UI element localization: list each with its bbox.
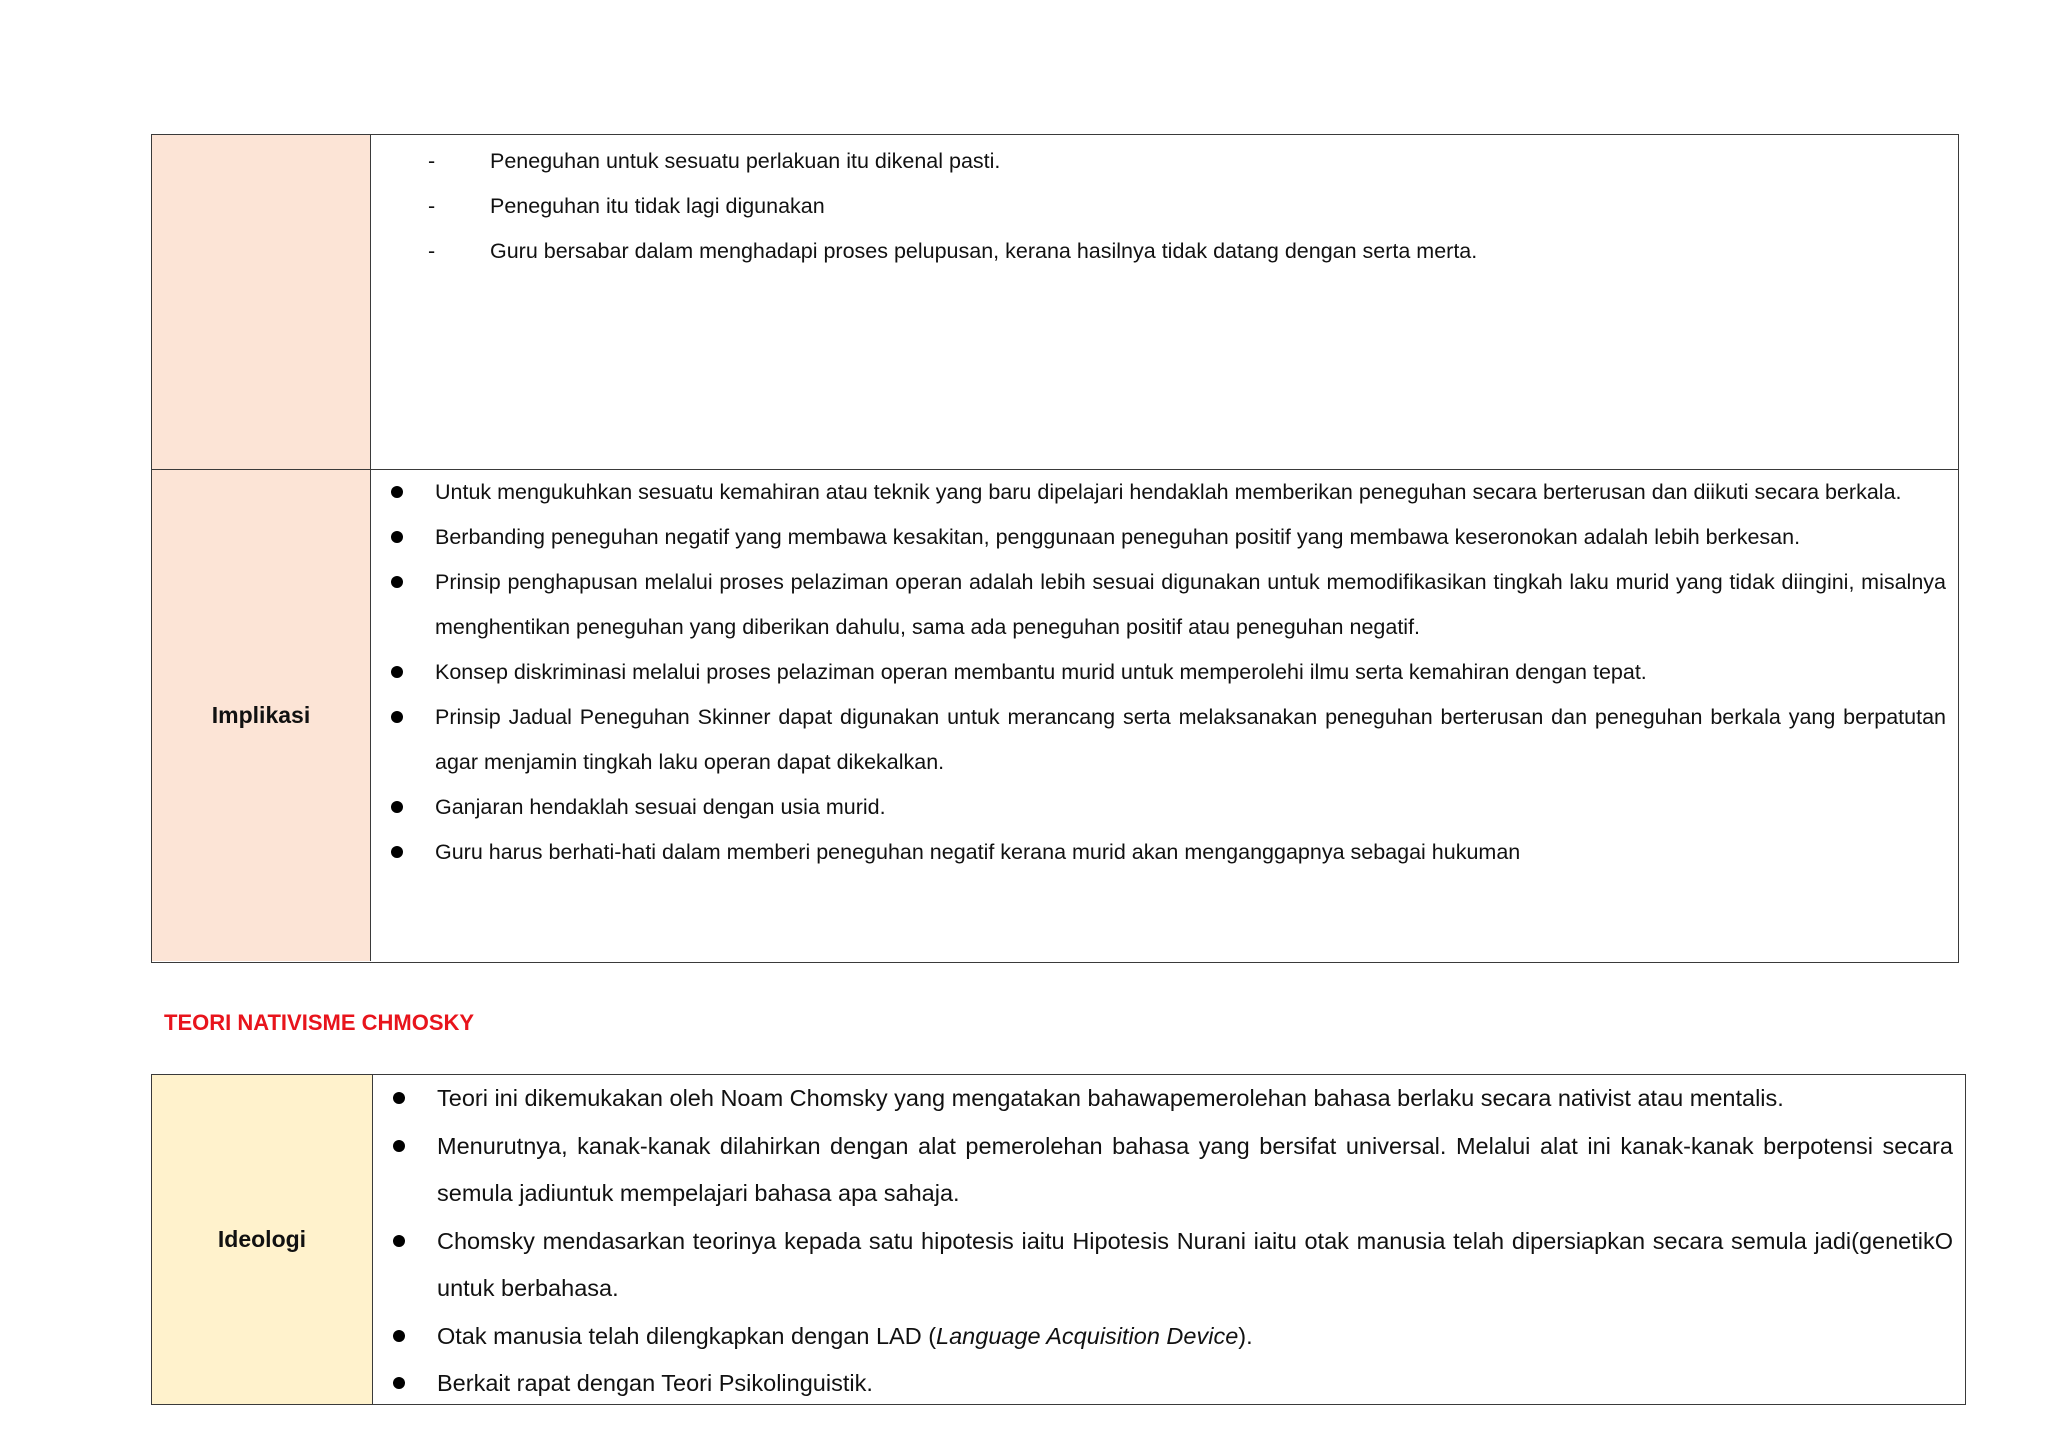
table-ideologi [151, 1074, 1966, 1405]
table-implikasi [151, 134, 1959, 963]
bullet-icon [385, 830, 435, 875]
table-row [152, 135, 1958, 470]
bullet-icon [385, 470, 435, 515]
row-label-ideologi: Ideologi [152, 1075, 373, 1404]
list-item: Menurutnya, kanak-kanak dilahirkan dengan alat pemerolehan bahasa yang bersifat universal. Melalui alat ini kanak-kanak berpotensi secara semula jadiuntuk mempelajari bahasa apa sahaja. [387, 1123, 1953, 1218]
bullet-icon [385, 560, 435, 650]
bullet-icon [387, 1123, 437, 1218]
dash-marker: - [428, 239, 436, 263]
dash-marker: - [428, 149, 436, 173]
bullet-icon [387, 1218, 437, 1313]
table-row [152, 470, 1958, 961]
list-item: Guru harus berhati-hati dalam memberi peneguhan negatif kerana murid akan menganggapnya sebagai hukuman [385, 830, 1946, 875]
list-item: Prinsip penghapusan melalui proses pelaziman operan adalah lebih sesuai digunakan untuk memodifikasikan tingkah laku murid yang tidak diingini, misalnya menghentikan peneguhan yang diberikan dahulu, sama ada peneguhan positif atau peneguhan negatif. [385, 560, 1946, 650]
bullet-icon [387, 1075, 437, 1123]
bullet-icon [385, 695, 435, 785]
list-item: Untuk mengukuhkan sesuatu kemahiran atau teknik yang baru dipelajari hendaklah memberikan peneguhan secara berterusan dan diikuti secara berkala. [385, 470, 1946, 515]
bullet-icon [385, 785, 435, 830]
row-content-cell [371, 470, 1958, 961]
bullet-icon [387, 1313, 437, 1361]
section-title: TEORI NATIVISME CHMOSKY [164, 1010, 475, 1035]
bullet-icon [387, 1360, 437, 1408]
row-label-implikasi: Implikasi [152, 470, 371, 961]
list-item: Berkait rapat dengan Teori Psikolinguistik. [387, 1360, 1953, 1408]
row-content-cell [371, 135, 1958, 469]
list-item: Konsep diskriminasi melalui proses pelaziman operan membantu murid untuk memperolehi ilmu serta kemahiran dengan tepat. [385, 650, 1946, 695]
dash-list [428, 139, 1938, 274]
list-item: - Peneguhan untuk sesuatu perlakuan itu dikenal pasti. [428, 139, 1938, 184]
list-item: Berbanding peneguhan negatif yang membawa kesakitan, penggunaan peneguhan positif yang membawa keseronokan adalah lebih berkesan. [385, 515, 1946, 560]
row-label-cell [152, 135, 371, 469]
dash-marker: - [428, 194, 436, 218]
list-item: Teori ini dikemukakan oleh Noam Chomsky yang mengatakan bahawapemerolehan bahasa berlaku secara nativist atau mentalis. [387, 1075, 1953, 1123]
bullet-icon [385, 515, 435, 560]
list-item: Chomsky mendasarkan teorinya kepada satu hipotesis iaitu Hipotesis Nurani iaitu otak manusia telah dipersiapkan secara semula jadi(genetikO untuk berbahasa. [387, 1218, 1953, 1313]
list-item: - Guru bersabar dalam menghadapi proses pelupusan, kerana hasilnya tidak datang dengan serta merta. [428, 229, 1938, 274]
list-item: Ganjaran hendaklah sesuai dengan usia murid. [385, 785, 1946, 830]
list-item: - Peneguhan itu tidak lagi digunakan [428, 184, 1938, 229]
bullet-icon [385, 650, 435, 695]
bullet-list [387, 1075, 1953, 1408]
list-item: Prinsip Jadual Peneguhan Skinner dapat digunakan untuk merancang serta melaksanakan peneguhan berterusan dan peneguhan berkala yang berpatutan agar menjamin tingkah laku operan dapat dikekalkan. [385, 695, 1946, 785]
list-item [387, 1313, 1953, 1361]
row-content-cell [373, 1075, 1965, 1404]
lad-item: Otak manusia telah dilengkapkan dengan LAD (Language Acquisition Device). [437, 1322, 1253, 1349]
bullet-list [385, 470, 1946, 875]
